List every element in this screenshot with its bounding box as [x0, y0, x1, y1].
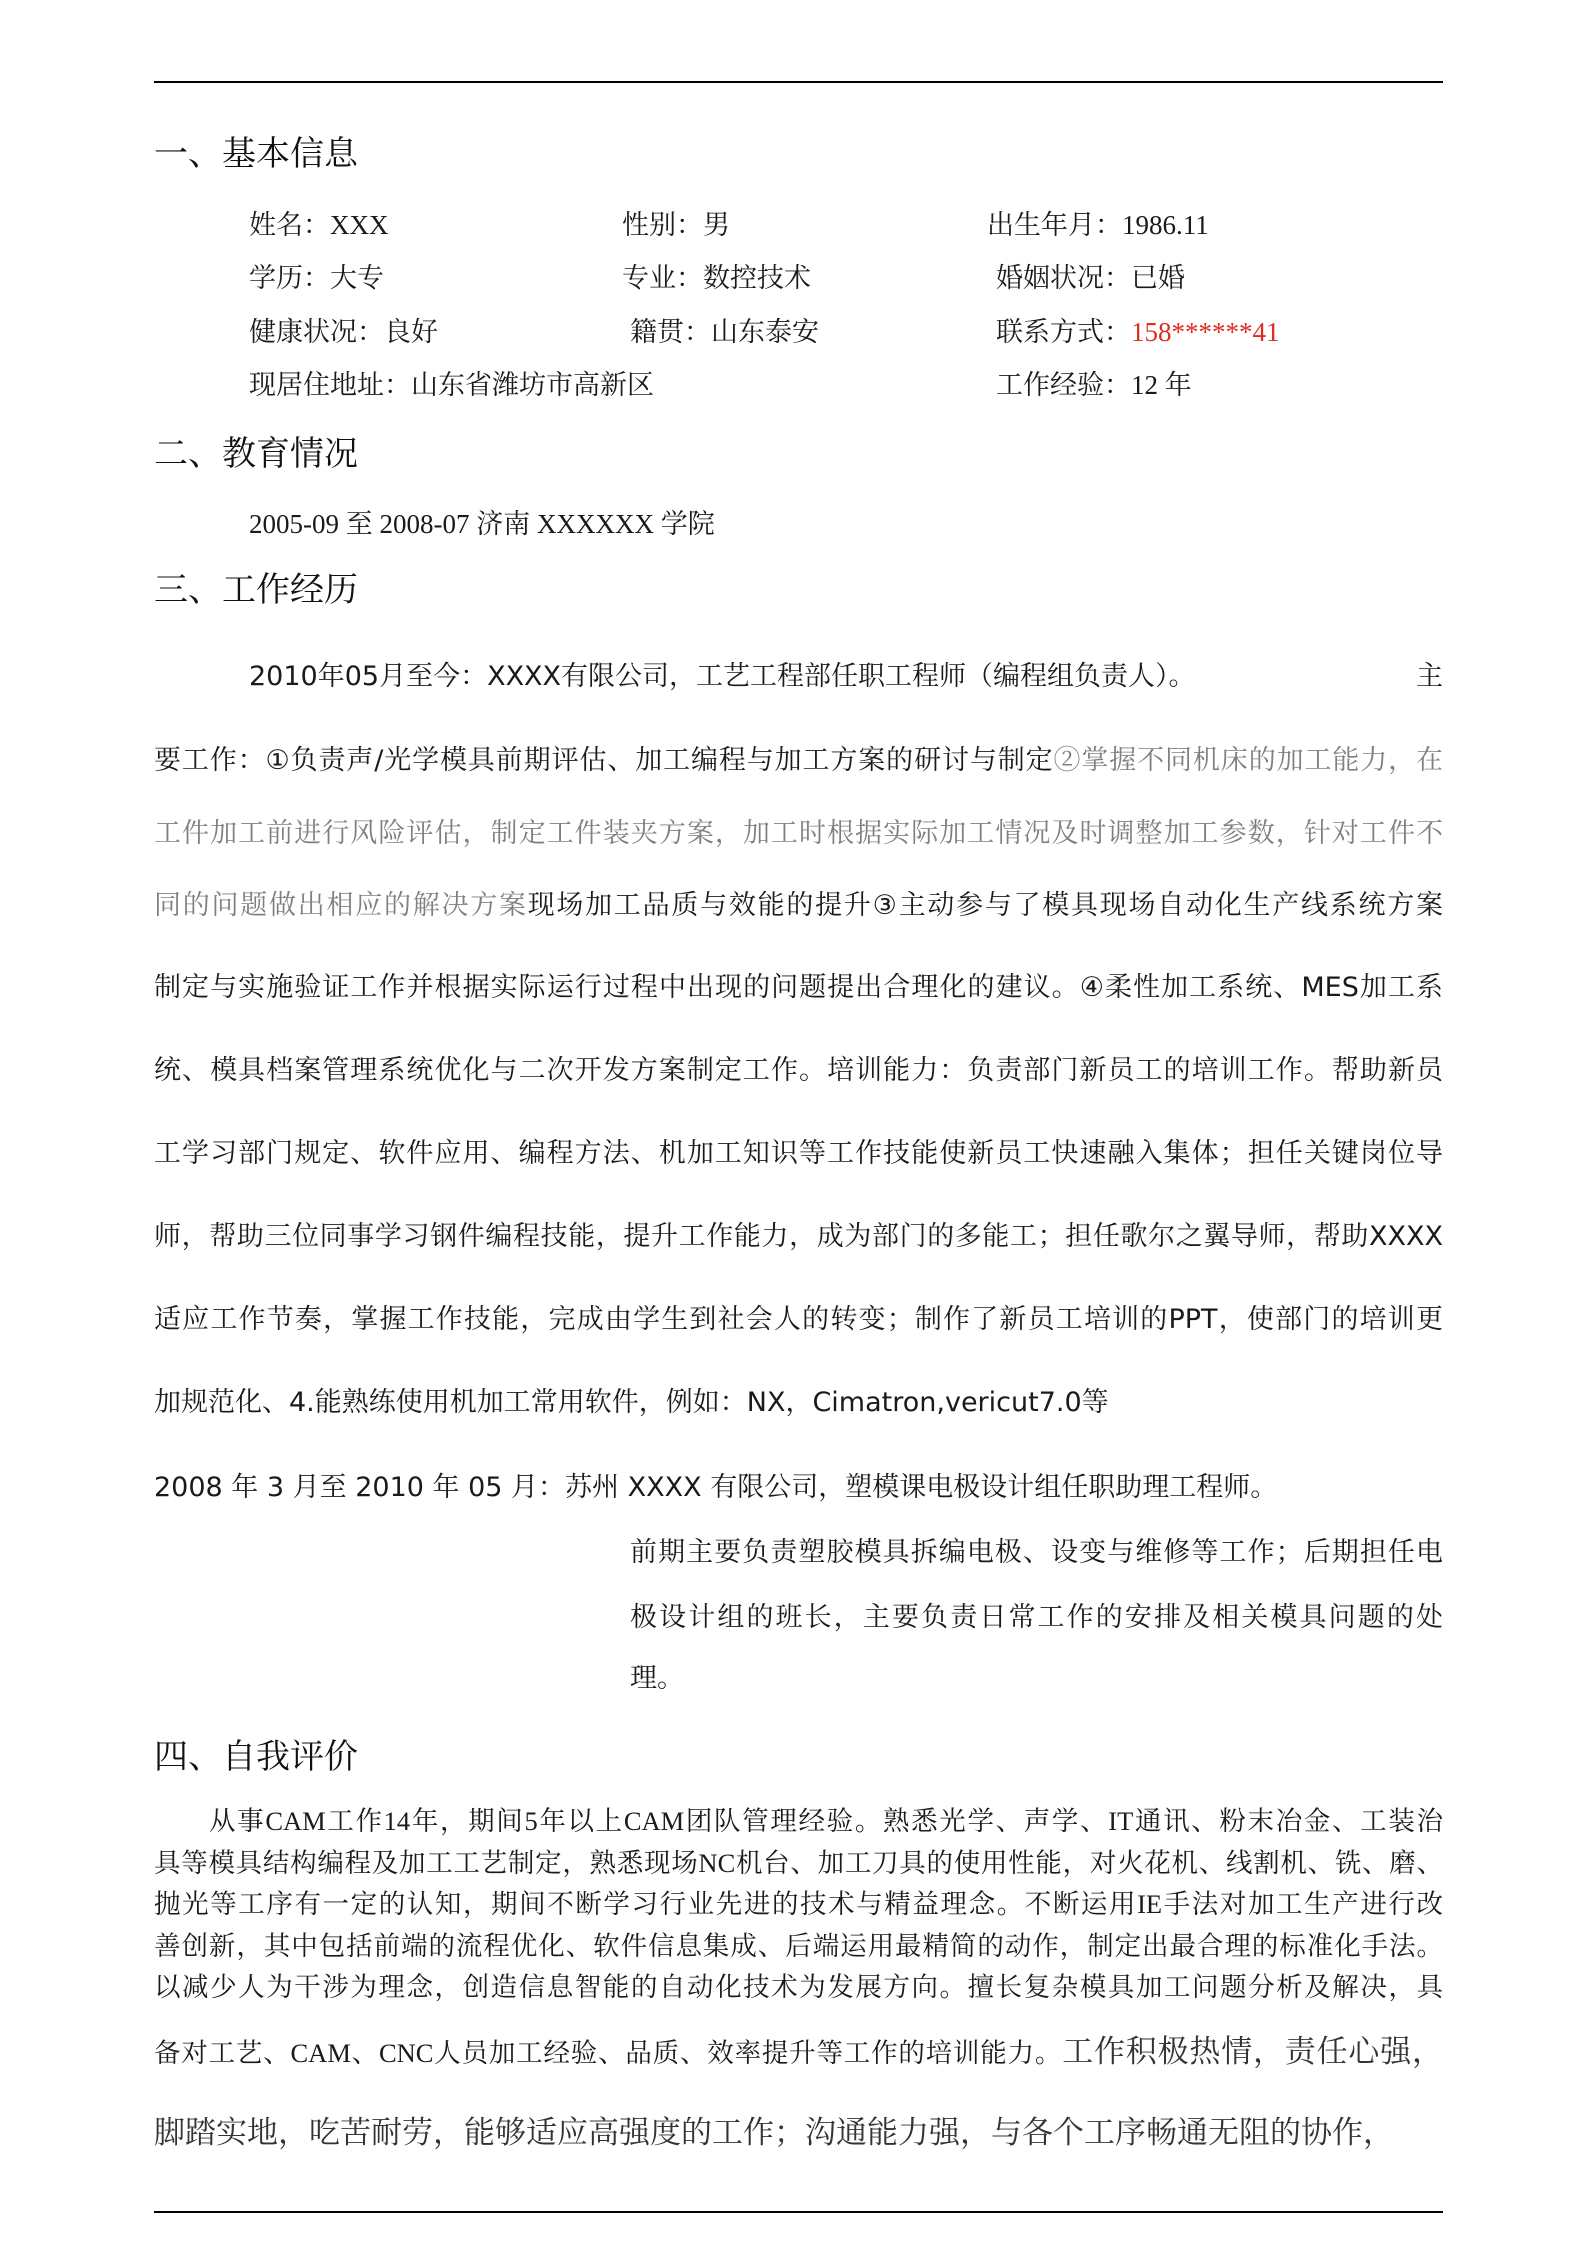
job-1-line: 制定与实施验证工作并根据实际运行过程中出现的问题提出合理化的建议。④柔性加工系统、MES加工系 [154, 972, 1443, 1003]
field-birth-value: 1986.11 [1122, 210, 1209, 240]
field-health [249, 312, 438, 352]
field-experience-label: 工作经验： [996, 370, 1131, 400]
job-1-line: 加规范化、4.能熟练使用机加工常用软件，例如：NX，Cimatron,vericut7.0等 [154, 1387, 1109, 1418]
field-gender-value: 男 [703, 210, 730, 240]
field-gender [622, 205, 730, 245]
field-name-label: 姓名： [249, 210, 330, 240]
self-evaluation-line: 脚踏实地，吃苦耐劳，能够适应高强度的工作；沟通能力强，与各个工序畅通无阻的协作， [154, 2115, 1394, 2151]
job-1-text-muted: 同的问题做出相应的解决方案 [154, 890, 528, 920]
job-1-line-tail: 主 [1416, 661, 1443, 692]
job-2-line: 前期主要负责塑胶模具拆编电极、设变与维修等工作；后期担任电 [630, 1537, 1443, 1568]
job-2-line: 极设计组的班长，主要负责日常工作的安排及相关模具问题的处 [630, 1602, 1443, 1633]
job-1-text-muted: ②掌握不同机床的加工能力，在 [1053, 745, 1443, 775]
section-heading-education: 二、教育情况 [154, 436, 358, 473]
self-evaluation-line: 善创新，其中包括前端的流程优化、软件信息集成、后端运用最精简的动作，制定出最合理的标准化手法。 [154, 1931, 1443, 1961]
self-evaluation-text-large: 工作积极热情，责任心强， [1062, 2034, 1443, 2070]
job-2-line: 理。 [630, 1663, 684, 1694]
self-evaluation-line: 以减少人为干涉为理念，创造信息智能的自动化技术为发展方向。擅长复杂模具加工问题分析及解决，具 [154, 1972, 1443, 2002]
field-marital-status-label: 婚姻状况： [996, 263, 1131, 293]
job-1-line [154, 740, 1443, 780]
field-address-label: 现居住地址： [249, 370, 411, 400]
section-heading-basic-info: 一、基本信息 [154, 136, 358, 173]
field-hometown-label: 籍贯： [630, 317, 711, 347]
field-marital-status [996, 258, 1185, 298]
self-evaluation-line: 具等模具结构编程及加工工艺制定，熟悉现场NC机台、加工刀具的使用性能，对火花机、线割机、铣、磨、 [154, 1848, 1443, 1878]
job-1-line: 统、模具档案管理系统优化与二次开发方案制定工作。培训能力：负责部门新员工的培训工作。帮助新员 [154, 1055, 1443, 1086]
self-evaluation-line: 抛光等工序有一定的认知，期间不断学习行业先进的技术与精益理念。不断运用IE手法对加工生产进行改 [154, 1889, 1443, 1919]
self-evaluation-line [154, 2032, 1443, 2072]
field-experience-value: 12 年 [1131, 370, 1192, 400]
field-hometown [630, 312, 819, 352]
section-heading-self-evaluation: 四、自我评价 [154, 1739, 358, 1776]
job-1-line: 师，帮助三位同事学习钢件编程技能，提升工作能力，成为部门的多能工；担任歌尔之翼导师，帮助XXXX [154, 1221, 1443, 1252]
field-health-value: 良好 [384, 317, 438, 347]
job-1-line: 工件加工前进行风险评估，制定工件装夹方案，加工时根据实际加工情况及时调整加工参数，针对工件不 [154, 818, 1443, 848]
bottom-rule [154, 2211, 1443, 2213]
field-address [249, 365, 654, 405]
field-contact-label: 联系方式： [996, 317, 1131, 347]
field-contact [996, 312, 1280, 352]
top-rule [154, 81, 1443, 83]
field-hometown-value: 山东泰安 [711, 317, 819, 347]
job-2-title: 2008 年 3 月至 2010 年 05 月：苏州 XXXX 有限公司，塑模课电极设计组任职助理工程师。 [154, 1472, 1278, 1503]
field-address-value: 山东省潍坊市高新区 [411, 370, 654, 400]
field-experience [996, 365, 1192, 405]
field-gender-label: 性别： [622, 210, 703, 240]
field-name-value: XXX [330, 210, 389, 240]
field-birth [987, 205, 1209, 245]
field-health-label: 健康状况： [249, 317, 384, 347]
education-entry: 2005-09 至 2008-07 济南 XXXXXX 学院 [249, 509, 715, 539]
job-1-line: 适应工作节奏，掌握工作技能，完成由学生到社会人的转变；制作了新员工培训的PPT，使部门的培训更 [154, 1304, 1443, 1335]
field-contact-value: 158******41 [1131, 317, 1280, 347]
job-1-line [249, 657, 1443, 697]
job-1-line [154, 885, 1443, 925]
field-major [622, 258, 811, 298]
field-education-level [249, 258, 384, 298]
job-1-text: 现场加工品质与效能的提升③主动参与了模具现场自动化生产线系统方案 [527, 890, 1443, 921]
field-marital-status-value: 已婚 [1131, 263, 1185, 293]
field-education-level-value: 大专 [330, 263, 384, 293]
job-1-title: 2010年05月至今：XXXX有限公司，工艺工程部任职工程师（编程组负责人）。 [249, 661, 1196, 692]
field-education-level-label: 学历： [249, 263, 330, 293]
job-1-text: 要工作：①负责声/光学模具前期评估、加工编程与加工方案的研讨与制定 [154, 745, 1054, 776]
self-evaluation-line: 从事CAM工作14年，期间5年以上CAM团队管理经验。熟悉光学、声学、IT通讯、粉末冶金、工装治 [209, 1806, 1443, 1836]
section-heading-work-experience: 三、工作经历 [154, 572, 358, 609]
job-1-line: 工学习部门规定、软件应用、编程方法、机加工知识等工作技能使新员工快速融入集体；担任关键岗位导 [154, 1138, 1443, 1169]
field-major-label: 专业： [622, 263, 703, 293]
field-major-value: 数控技术 [703, 263, 811, 293]
self-evaluation-text: 备对工艺、CAM、CNC人员加工经验、品质、效率提升等工作的培训能力。 [154, 2038, 1063, 2068]
field-birth-label: 出生年月： [987, 210, 1122, 240]
field-name [249, 205, 389, 245]
